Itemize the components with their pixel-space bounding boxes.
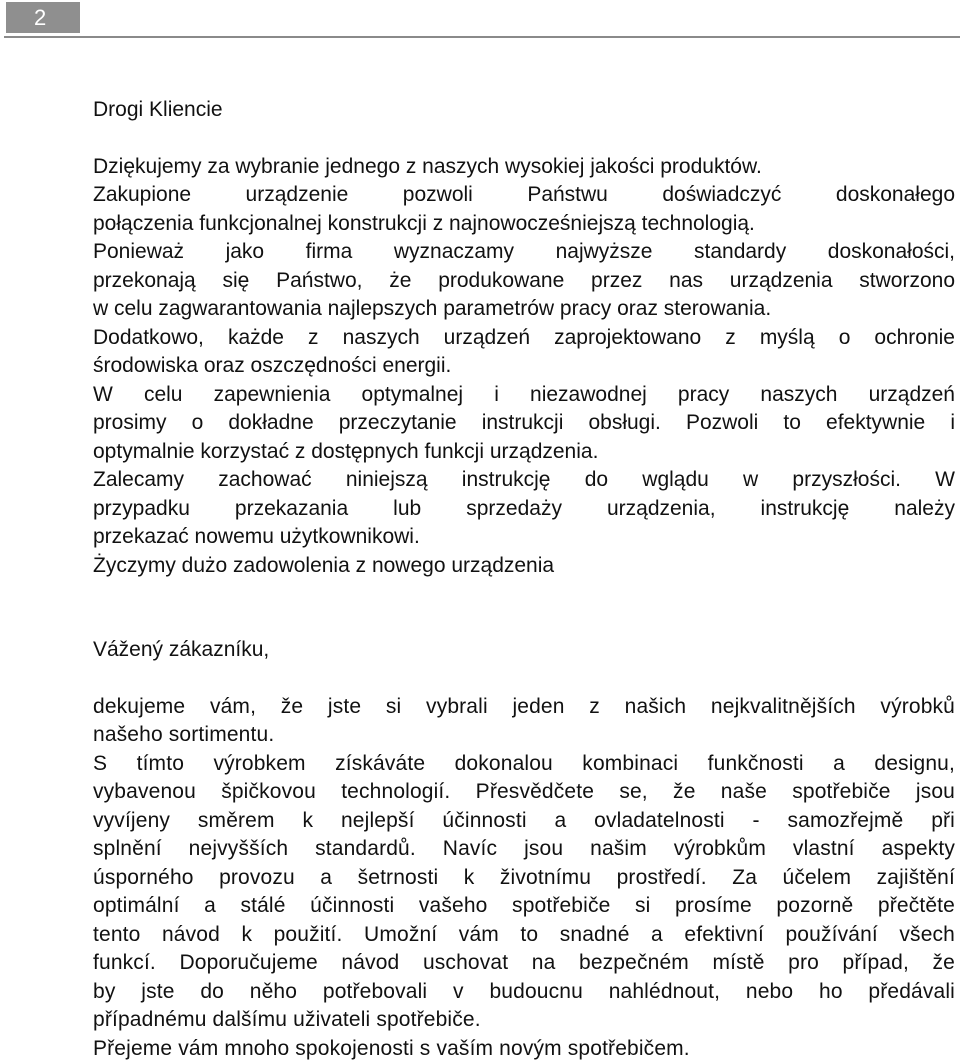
text-line: S tímto výrobkem získáváte dokonalou kombinaci funkčnosti a designu, <box>93 751 955 775</box>
text-line: Přejeme vám mnoho spokojenosti s vaším novým spotřebičem. <box>93 1036 690 1060</box>
text-line: splnění nejvyšších standardů. Navíc jsou našim výrobkům vlastní aspekty <box>93 837 955 860</box>
text-line: przypadku przekazania lub sprzedaży urządzenia, instrukcję należy <box>93 496 955 520</box>
text-line: W celu zapewnienia optymalnej i niezawodnej pracy naszych urządzeń <box>93 382 955 406</box>
text-line: optimální a stálé účinnosti vašeho spotřebiče si prosíme pozorně přečtěte <box>93 894 955 917</box>
spacer <box>93 125 955 153</box>
text-line: by jste do něho potřebovali v budoucnu nahlédnout, nebo ho předávali <box>93 979 955 1003</box>
text-line: przekazać nowemu użytkownikowi. <box>93 525 420 548</box>
page-header <box>4 2 960 38</box>
spacer <box>93 665 955 693</box>
text-line: połączenia funkcjonalnej konstrukcji z najnowocześniejszą technologią. <box>93 211 755 235</box>
text-line: Zakupione urządzenie pozwoli Państwu doświadczyć doskonałego <box>93 183 955 206</box>
czech-greeting: Vážený zákazníku, <box>93 638 270 661</box>
czech-text <box>93 693 955 1064</box>
text-line: Dodatkowo, każde z naszych urządzeń zaprojektowano z myślą o ochronie <box>93 325 955 349</box>
spacer <box>93 580 955 636</box>
text-line: prosimy o dokładne przeczytanie instrukcji obsługi. Pozwoli to efektywnie i <box>93 411 955 434</box>
text-line: przekonają się Państwo, że produkowane przez nas urządzenia stworzono <box>93 268 955 292</box>
text-line: tento návod k použití. Umožní vám to snadné a efektivní používání všech <box>93 922 955 946</box>
text-line: úsporného provozu a šetrnosti k životnímu prostředí. Za účelem zajištění <box>93 865 955 889</box>
text-line: w celu zagwarantowania najlepszych parametrów pracy oraz sterowania. <box>93 297 772 320</box>
text-line: Dziękujemy za wybranie jednego z naszych wysokiej jakości produktów. <box>93 154 762 178</box>
text-line: případnému dalšímu uživateli spotřebiče. <box>93 1008 481 1031</box>
text-line: Ponieważ jako firma wyznaczamy najwyższe standardy doskonałości, <box>93 240 955 263</box>
polish-greeting: Drogi Kliencie <box>93 98 223 121</box>
text-line: našeho sortimentu. <box>93 723 275 746</box>
polish-text <box>93 153 955 581</box>
text-line: optymalnie korzystać z dostępnych funkcji urządzenia. <box>93 439 599 463</box>
document-body <box>93 96 955 1063</box>
text-line: vyvíjeny směrem k nejlepší účinnosti a ovladatelnosti - samozřejmě při <box>93 808 955 832</box>
text-line: funkcí. Doporučujeme návod uschovat na bezpečném místě pro případ, že <box>93 951 955 974</box>
text-line: Życzymy dużo zadowolenia z nowego urządzenia <box>93 553 555 577</box>
text-line: środowiska oraz oszczędności energii. <box>93 354 452 377</box>
text-line: vybavenou špičkovou technologií. Přesvědčete se, že naše spotřebiče jsou <box>93 780 955 803</box>
text-line: dekujeme vám, že jste si vybrali jeden z našich nejkvalitnějších výrobků <box>93 694 955 718</box>
text-line: Zalecamy zachować niniejszą instrukcję do wglądu w przyszłości. W <box>93 468 955 491</box>
page-number: 2 <box>6 2 80 33</box>
